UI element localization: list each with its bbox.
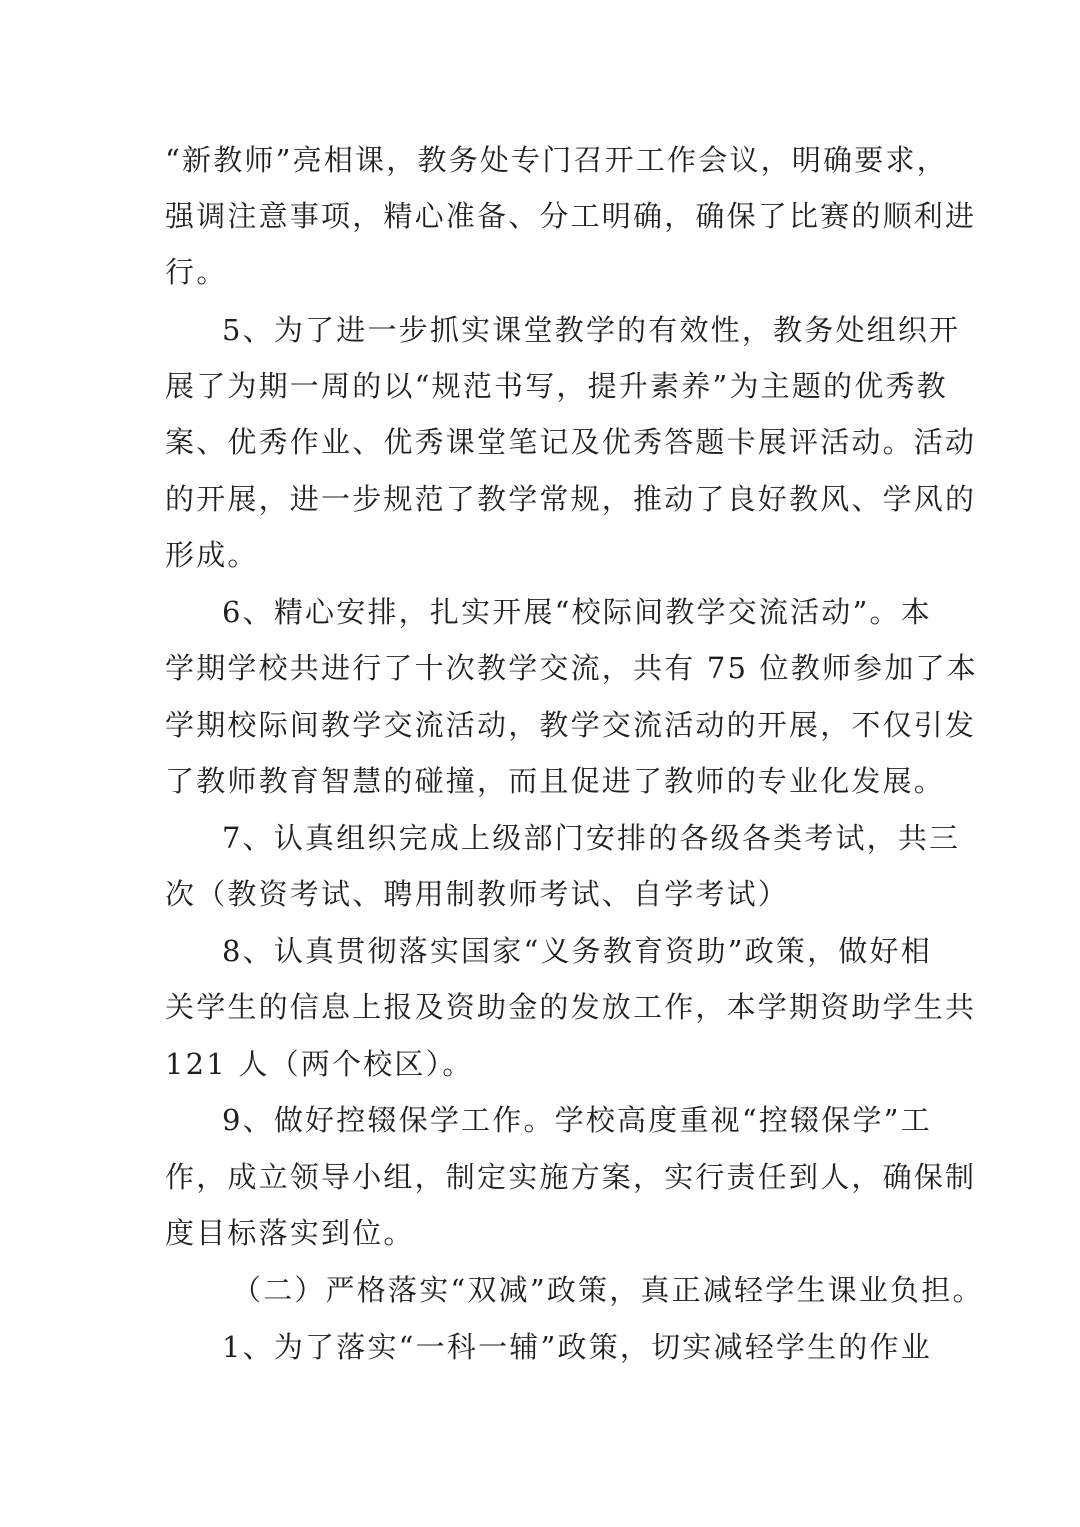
- text-line: 行。: [165, 255, 228, 289]
- text-line: 7、认真组织完成上级部门安排的各级各类考试，共三: [222, 821, 961, 855]
- text-line: 6、精心安排，扎实开展“校际间教学交流活动”。本: [222, 595, 932, 629]
- text-line: 形成。: [165, 538, 259, 572]
- text-line: 作，成立领导小组，制定实施方案，实行责任到人，确保制: [165, 1160, 977, 1194]
- text-line: 次（教资考试、聘用制教师考试、自学考试）: [165, 877, 790, 911]
- text-line: 9、做好控辍保学工作。学校高度重视“控辍保学”工: [222, 1103, 932, 1137]
- text-line: 关学生的信息上报及资助金的发放工作，本学期资助学生共: [165, 990, 977, 1024]
- text-line: 的开展，进一步规范了教学常规，推动了良好教风、学风的: [165, 482, 977, 516]
- text-line: 121 人（两个校区）。: [165, 1047, 474, 1081]
- text-line: 了教师教育智慧的碰撞，而且促进了教师的专业化发展。: [165, 764, 946, 798]
- text-line: 1、为了落实“一科一辅”政策，切实减轻学生的作业: [222, 1330, 932, 1364]
- text-line: 5、为了进一步抓实课堂教学的有效性，教务处组织开: [222, 313, 961, 347]
- text-line: 案、优秀作业、优秀课堂笔记及优秀答题卡展评活动。活动: [165, 425, 977, 459]
- text-line: “新教师”亮相课，教务处专门召开工作会议，明确要求，: [165, 143, 948, 177]
- text-line: 展了为期一周的以“规范书写，提升素养”为主题的优秀教: [165, 369, 948, 403]
- text-line: 强调注意事项，精心准备、分工明确，确保了比赛的顺利进: [165, 199, 977, 233]
- section-heading: （二）严格落实“双减”政策，真正减轻学生课业负担。: [232, 1273, 984, 1307]
- text-line: 8、认真贯彻落实国家“义务教育资助”政策，做好相: [222, 934, 932, 968]
- text-line: 度目标落实到位。: [165, 1216, 415, 1250]
- text-line: 学期校际间教学交流活动，教学交流活动的开展，不仅引发: [165, 708, 977, 742]
- text-line: 学期学校共进行了十次教学交流，共有 75 位教师参加了本: [165, 651, 978, 685]
